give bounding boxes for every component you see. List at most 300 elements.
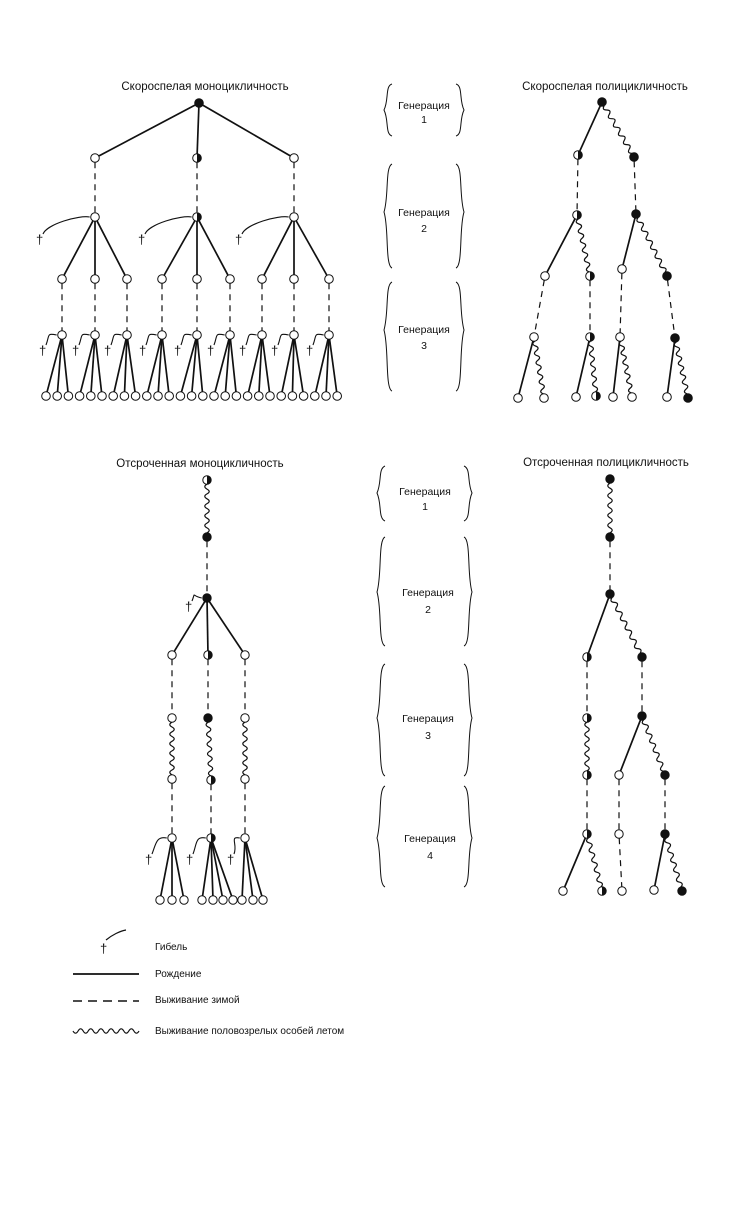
- node-circle: [618, 265, 627, 274]
- node-circle: [290, 331, 299, 340]
- birth-edge: [655, 838, 664, 886]
- juvenile-node: [615, 830, 623, 838]
- node-circle: [241, 834, 249, 842]
- legend-death-label: Гибель: [155, 942, 188, 953]
- birth-edge: [161, 842, 171, 896]
- summer-survival-edge: [588, 341, 597, 391]
- juvenile-node: [109, 392, 118, 401]
- node-circle: [299, 392, 308, 401]
- birth-edge: [580, 106, 600, 151]
- winter-survival-edge: [668, 280, 675, 333]
- winter-survival-edge: [620, 273, 622, 332]
- birth-edge: [282, 339, 293, 392]
- juvenile-node: [158, 331, 167, 340]
- node-circle: [530, 333, 539, 342]
- birth-edge: [293, 339, 294, 391]
- birth-edge: [95, 339, 101, 391]
- half-mature-node: [574, 151, 583, 160]
- juvenile-node: [91, 275, 100, 284]
- mature-individual-node: [606, 533, 614, 541]
- half-mature-node: [207, 776, 215, 784]
- juvenile-node: [266, 392, 275, 401]
- death-cross-icon: †: [139, 343, 147, 358]
- juvenile-node: [168, 714, 176, 722]
- node-circle: [226, 331, 235, 340]
- juvenile-node: [176, 392, 185, 401]
- winter-survival-edge: [634, 161, 636, 209]
- legend-winter-label: Выживание зимой: [155, 995, 240, 1006]
- mature-individual-node: [638, 653, 646, 661]
- node-circle: [199, 392, 208, 401]
- juvenile-node: [322, 392, 331, 401]
- juvenile-node: [75, 392, 84, 401]
- death-tick: [146, 334, 157, 345]
- title-late-monocyclic: Отсроченная моноцикличность: [116, 458, 284, 470]
- birth-edge: [242, 842, 245, 896]
- juvenile-node: [168, 896, 176, 904]
- death-cross-icon: †: [185, 599, 193, 614]
- node-circle: [618, 887, 626, 895]
- node-circle: [91, 331, 100, 340]
- death-cross-icon: †: [207, 343, 215, 358]
- juvenile-node: [158, 275, 167, 284]
- juvenile-node: [156, 896, 164, 904]
- node-circle: [638, 712, 646, 720]
- half-mature-node: [583, 830, 591, 838]
- juvenile-node: [165, 392, 174, 401]
- juvenile-node: [91, 213, 100, 222]
- juvenile-node: [290, 331, 299, 340]
- node-circle: [98, 392, 107, 401]
- juvenile-node: [277, 392, 286, 401]
- node-circle: [187, 392, 196, 401]
- juvenile-node: [168, 651, 176, 659]
- juvenile-node: [299, 392, 308, 401]
- node-circle: [241, 714, 249, 722]
- node-circle: [333, 392, 342, 401]
- node-circle: [58, 331, 67, 340]
- juvenile-node: [288, 392, 297, 401]
- half-mature-node: [193, 154, 202, 163]
- birth-edge: [263, 339, 270, 391]
- juvenile-node: [663, 393, 672, 402]
- node-circle: [663, 272, 672, 281]
- juvenile-node: [241, 834, 249, 842]
- tree-early-monocyclic: [36, 99, 342, 401]
- juvenile-node: [226, 275, 235, 284]
- summer-survival-edge: [585, 722, 589, 771]
- generation-label-bottom-2: Генерация: [402, 587, 454, 599]
- birth-edge: [264, 221, 292, 275]
- node-circle: [193, 275, 202, 284]
- node-circle: [616, 333, 625, 342]
- juvenile-node: [333, 392, 342, 401]
- death-tick: [214, 334, 225, 345]
- node-circle: [290, 154, 299, 163]
- half-mature-node: [583, 714, 591, 722]
- death-tick: [181, 334, 192, 345]
- death-cross-icon: †: [145, 852, 153, 867]
- juvenile-node: [42, 392, 51, 401]
- summer-survival-edge: [611, 598, 641, 654]
- juvenile-node: [53, 392, 62, 401]
- node-circle: [87, 392, 96, 401]
- juvenile-node: [154, 392, 163, 401]
- tree-late-monocyclic: [145, 476, 267, 904]
- node-circle: [193, 331, 202, 340]
- juvenile-node: [221, 392, 230, 401]
- node-circle: [168, 834, 176, 842]
- node-circle: [58, 275, 67, 284]
- node-circle: [541, 272, 550, 281]
- juvenile-node: [210, 392, 219, 401]
- birth-edge: [197, 339, 202, 391]
- juvenile-node: [325, 275, 334, 284]
- juvenile-node: [87, 392, 96, 401]
- node-circle: [277, 392, 286, 401]
- half-mature-node: [586, 333, 595, 342]
- summer-survival-edge: [170, 722, 174, 775]
- node-circle: [572, 393, 581, 402]
- birth-edge: [212, 842, 231, 896]
- death-cross-icon: †: [239, 343, 247, 358]
- birth-edge: [621, 720, 641, 771]
- birth-edge: [207, 602, 208, 651]
- node-circle: [168, 714, 176, 722]
- death-cross-icon: †: [174, 343, 182, 358]
- mature-individual-node: [606, 590, 614, 598]
- birth-edge: [199, 221, 228, 275]
- node-circle: [650, 886, 658, 894]
- juvenile-node: [91, 154, 100, 163]
- summer-survival-edge: [533, 341, 544, 394]
- birth-edge: [164, 221, 195, 276]
- birth-edge: [203, 105, 291, 156]
- node-circle: [663, 393, 672, 402]
- title-late-polycyclic: Отсроченная полицикличность: [523, 457, 689, 469]
- legend-summer-wave: [73, 1029, 139, 1033]
- birth-edge: [64, 221, 93, 275]
- juvenile-node: [243, 392, 252, 401]
- birth-edge: [668, 342, 675, 392]
- mature-individual-node: [684, 394, 693, 403]
- node-circle: [198, 896, 206, 904]
- mature-individual-node: [678, 887, 686, 895]
- generation-number-top-1: 1: [421, 114, 427, 126]
- juvenile-node: [168, 775, 176, 783]
- summer-survival-edge: [243, 722, 247, 775]
- juvenile-node: [616, 333, 625, 342]
- node-circle: [259, 896, 267, 904]
- juvenile-node: [541, 272, 550, 281]
- birth-edge: [197, 107, 199, 153]
- generation-number-bottom-1: 1: [422, 501, 428, 513]
- mature-individual-node: [663, 272, 672, 281]
- winter-survival-edge: [535, 280, 544, 333]
- node-circle: [678, 887, 686, 895]
- death-tick: [43, 217, 90, 234]
- legend-death-tick: [106, 930, 126, 940]
- birth-edge: [547, 219, 575, 272]
- juvenile-node: [258, 275, 267, 284]
- summer-survival-edge: [642, 720, 663, 771]
- tree-early-polycyclic: [514, 98, 693, 403]
- node-circle: [226, 275, 235, 284]
- death-tick: [278, 334, 289, 345]
- node-circle: [219, 896, 227, 904]
- juvenile-node: [258, 331, 267, 340]
- juvenile-node: [618, 265, 627, 274]
- node-circle: [540, 394, 549, 403]
- birth-edge: [565, 838, 586, 887]
- juvenile-node: [514, 394, 523, 403]
- juvenile-node: [58, 275, 67, 284]
- node-circle: [91, 275, 100, 284]
- birth-edge: [330, 339, 337, 391]
- juvenile-node: [58, 331, 67, 340]
- node-circle: [661, 830, 669, 838]
- summer-survival-edge: [587, 838, 603, 887]
- death-tick: [152, 838, 167, 854]
- summer-survival-edge: [576, 219, 590, 272]
- half-mature-node: [583, 653, 591, 661]
- summer-survival-edge: [637, 218, 666, 272]
- birth-edge: [623, 218, 635, 265]
- death-tick: [46, 334, 57, 345]
- juvenile-node: [193, 275, 202, 284]
- node-circle: [143, 392, 152, 401]
- generation-label-top-1: Генерация: [398, 100, 450, 112]
- winter-survival-edge: [577, 159, 578, 210]
- juvenile-node: [123, 275, 132, 284]
- juvenile-node: [290, 275, 299, 284]
- juvenile-node: [131, 392, 140, 401]
- juvenile-node: [241, 714, 249, 722]
- half-mature-node: [204, 651, 212, 659]
- node-circle: [238, 896, 246, 904]
- node-circle: [109, 392, 118, 401]
- node-circle: [254, 392, 263, 401]
- juvenile-node: [241, 775, 249, 783]
- node-circle: [120, 392, 129, 401]
- node-circle: [123, 275, 132, 284]
- node-circle: [598, 98, 607, 107]
- juvenile-node: [198, 896, 206, 904]
- half-mature-node: [193, 213, 202, 222]
- generation-label-bottom-3: Генерация: [402, 713, 454, 725]
- node-circle: [75, 392, 84, 401]
- birth-edge: [163, 339, 169, 391]
- juvenile-node: [559, 887, 567, 895]
- juvenile-node: [199, 392, 208, 401]
- node-circle: [156, 896, 164, 904]
- death-tick: [313, 334, 324, 345]
- title-early-monocyclic: Скороспелая моноцикличность: [121, 81, 289, 93]
- juvenile-node: [219, 896, 227, 904]
- node-circle: [311, 392, 320, 401]
- birth-edge: [203, 842, 211, 896]
- juvenile-node: [540, 394, 549, 403]
- mature-individual-node: [203, 594, 211, 602]
- summer-survival-edge: [674, 342, 688, 394]
- juvenile-node: [572, 393, 581, 402]
- node-circle: [606, 533, 614, 541]
- node-circle: [123, 331, 132, 340]
- node-circle: [221, 392, 230, 401]
- node-circle: [241, 651, 249, 659]
- generation-number-top-3: 3: [421, 340, 427, 352]
- juvenile-node: [64, 392, 73, 401]
- juvenile-node: [232, 392, 241, 401]
- death-tick: [193, 838, 206, 854]
- node-circle: [258, 275, 267, 284]
- node-circle: [325, 331, 334, 340]
- node-circle: [671, 334, 680, 343]
- birth-edge: [173, 842, 183, 896]
- juvenile-node: [530, 333, 539, 342]
- node-circle: [158, 331, 167, 340]
- birth-edge: [128, 339, 135, 391]
- juvenile-node: [618, 887, 626, 895]
- generation-label-bottom-4: Генерация: [404, 833, 456, 845]
- node-circle: [243, 392, 252, 401]
- tree-late-polycyclic: [559, 475, 686, 895]
- node-circle: [615, 771, 623, 779]
- mature-individual-node: [598, 98, 607, 107]
- juvenile-node: [91, 331, 100, 340]
- mature-individual-node: [638, 712, 646, 720]
- mature-individual-node: [671, 334, 680, 343]
- node-circle: [661, 771, 669, 779]
- node-circle: [165, 392, 174, 401]
- death-cross-icon: †: [306, 343, 314, 358]
- node-circle: [514, 394, 523, 403]
- legend-death-icon: †: [100, 941, 108, 956]
- death-tick: [145, 217, 192, 234]
- node-circle: [232, 392, 241, 401]
- legend-birth-label: Рождение: [155, 969, 202, 980]
- juvenile-node: [226, 331, 235, 340]
- node-circle: [258, 331, 267, 340]
- death-cross-icon: †: [227, 852, 235, 867]
- death-cross-icon: †: [235, 232, 243, 247]
- death-tick: [242, 217, 289, 234]
- death-tick: [234, 838, 240, 854]
- node-circle: [42, 392, 51, 401]
- node-circle: [204, 714, 212, 722]
- juvenile-node: [311, 392, 320, 401]
- juvenile-node: [180, 896, 188, 904]
- half-mature-node: [598, 887, 606, 895]
- half-mature-node: [592, 392, 601, 401]
- mature-individual-node: [630, 153, 639, 162]
- node-circle: [168, 651, 176, 659]
- mature-individual-node: [661, 830, 669, 838]
- juvenile-node: [209, 896, 217, 904]
- node-circle: [203, 533, 211, 541]
- node-circle: [290, 275, 299, 284]
- node-circle: [168, 775, 176, 783]
- juvenile-node: [628, 393, 637, 402]
- juvenile-node: [290, 154, 299, 163]
- mature-individual-node: [606, 475, 614, 483]
- birth-edge: [209, 601, 242, 651]
- node-circle: [158, 275, 167, 284]
- node-circle: [241, 775, 249, 783]
- node-circle: [606, 590, 614, 598]
- juvenile-node: [238, 896, 246, 904]
- birth-edge: [97, 221, 125, 275]
- death-cross-icon: †: [39, 343, 47, 358]
- mature-individual-node: [203, 533, 211, 541]
- node-circle: [91, 213, 100, 222]
- juvenile-node: [187, 392, 196, 401]
- juvenile-node: [259, 896, 267, 904]
- juvenile-node: [143, 392, 152, 401]
- node-circle: [632, 210, 641, 219]
- generation-label-top-2: Генерация: [398, 207, 450, 219]
- half-mature-node: [586, 272, 595, 281]
- half-mature-node: [573, 211, 582, 220]
- mature-individual-node: [204, 714, 212, 722]
- legend-summer-label: Выживание половозрелых особей летом: [155, 1026, 345, 1037]
- mature-individual-node: [632, 210, 641, 219]
- node-circle: [684, 394, 693, 403]
- node-circle: [322, 392, 331, 401]
- node-circle: [609, 393, 618, 402]
- juvenile-node: [254, 392, 263, 401]
- node-circle: [131, 392, 140, 401]
- node-circle: [630, 153, 639, 162]
- generation-number-bottom-2: 2: [425, 604, 431, 616]
- node-circle: [229, 896, 237, 904]
- death-tick: [246, 334, 257, 345]
- node-circle: [628, 393, 637, 402]
- node-circle: [325, 275, 334, 284]
- generation-number-bottom-3: 3: [425, 730, 431, 742]
- summer-survival-edge: [206, 722, 213, 776]
- death-cross-icon: †: [138, 232, 146, 247]
- winter-survival-edge: [619, 838, 622, 887]
- death-cross-icon: †: [186, 852, 194, 867]
- node-circle: [64, 392, 73, 401]
- node-circle: [559, 887, 567, 895]
- death-cross-icon: †: [271, 343, 279, 358]
- node-circle: [290, 213, 299, 222]
- summer-survival-edge: [205, 484, 209, 533]
- death-cross-icon: †: [104, 343, 112, 358]
- juvenile-node: [193, 331, 202, 340]
- summer-survival-edge: [603, 106, 631, 154]
- juvenile-node: [615, 771, 623, 779]
- generation-label-bottom-1: Генерация: [399, 486, 451, 498]
- death-cross-icon: †: [72, 343, 80, 358]
- half-mature-node: [203, 476, 211, 484]
- birth-edge: [588, 598, 608, 653]
- mature-individual-node: [195, 99, 204, 108]
- node-circle: [638, 653, 646, 661]
- birth-edge: [519, 341, 533, 394]
- death-tick: [111, 334, 122, 345]
- summer-survival-edge: [608, 483, 612, 533]
- summer-survival-edge: [665, 838, 682, 887]
- juvenile-node: [325, 331, 334, 340]
- node-circle: [168, 896, 176, 904]
- node-circle: [53, 392, 62, 401]
- juvenile-node: [241, 651, 249, 659]
- generation-number-bottom-4: 4: [427, 850, 433, 862]
- birth-edge: [230, 339, 236, 391]
